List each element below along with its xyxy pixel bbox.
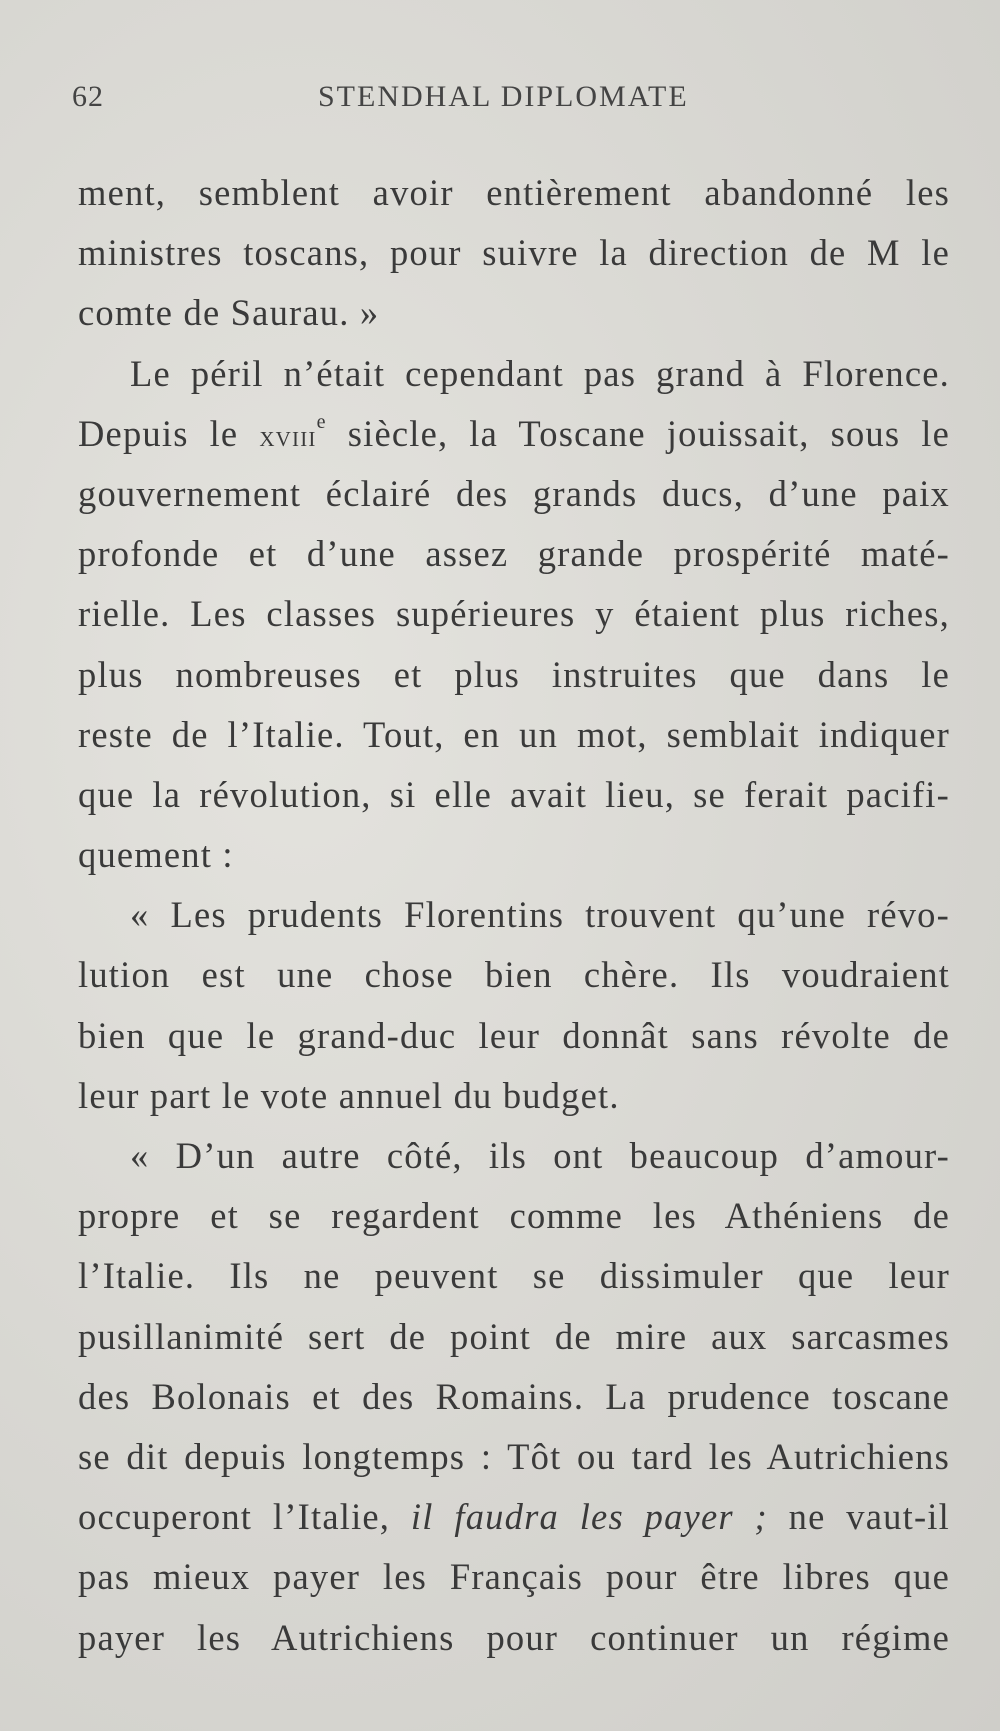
text-fragment: ne vaut-il xyxy=(767,1496,950,1538)
italic-phrase: il faudra les payer ; xyxy=(410,1496,768,1538)
text-line: « D’un autre côté, ils ont beaucoup d’amour- xyxy=(130,1135,950,1176)
text-line: « Les prudents Florentins trouvent qu’une révo- xyxy=(130,894,950,936)
page-number: 62 xyxy=(72,80,104,113)
body-text xyxy=(78,163,950,1668)
text-line: payer les Autrichiens pour continuer un régime xyxy=(78,1616,950,1658)
text-line: ministres toscans, pour suivre la direction de M le xyxy=(78,232,950,274)
text-line: l’Italie. Ils ne peuvent se dissimuler que leur xyxy=(78,1255,950,1297)
text-line: profonde et d’une assez grande prospérité maté- xyxy=(78,533,950,575)
text-line: comte de Saurau. » xyxy=(78,292,380,334)
text-line: quement : xyxy=(78,834,234,876)
text-fragment: Depuis le xyxy=(78,412,260,454)
text-line: reste de l’Italie. Tout, en un mot, semblait indiquer xyxy=(78,713,950,755)
text-line: propre et se regardent comme les Athéniens de xyxy=(78,1195,950,1237)
text-line: plus nombreuses et plus instruites que dans le xyxy=(78,653,950,695)
text-line xyxy=(78,1487,950,1547)
text-line: pusillanimité sert de point de mire aux sarcasmes xyxy=(78,1315,950,1357)
text-line: lution est une chose bien chère. Ils voudraient xyxy=(78,954,950,996)
text-line: leur part le vote annuel du budget. xyxy=(78,1074,620,1116)
text-line: pas mieux payer les Français pour être libres que xyxy=(78,1556,950,1598)
running-head xyxy=(72,80,942,120)
text-line: se dit depuis longtemps : Tôt ou tard les Autrichiens xyxy=(78,1435,950,1477)
text-line: Le péril n’était cependant pas grand à Florence. xyxy=(130,352,950,394)
ordinal-superscript: e xyxy=(316,410,327,433)
text-line: rielle. Les classes supérieures y étaient plus riches, xyxy=(78,593,950,635)
text-line: bien que le grand-duc leur donnât sans révolte de xyxy=(78,1014,950,1056)
century-numeral: xviii xyxy=(259,419,317,453)
text-line: gouvernement éclairé des grands ducs, d’une paix xyxy=(78,472,950,514)
text-fragment: siècle, la Toscane jouissait, sous le xyxy=(326,412,950,454)
text-line: que la révolution, si elle avait lieu, se ferait pacifi- xyxy=(78,773,950,815)
text-line: ment, semblent avoir entièrement abandonné les xyxy=(78,172,950,213)
running-title: STENDHAL DIPLOMATE xyxy=(318,80,689,113)
text-fragment: occuperont l’Italie, xyxy=(78,1496,411,1538)
text-line xyxy=(78,404,950,464)
text-line: des Bolonais et des Romains. La prudence toscane xyxy=(78,1375,950,1417)
